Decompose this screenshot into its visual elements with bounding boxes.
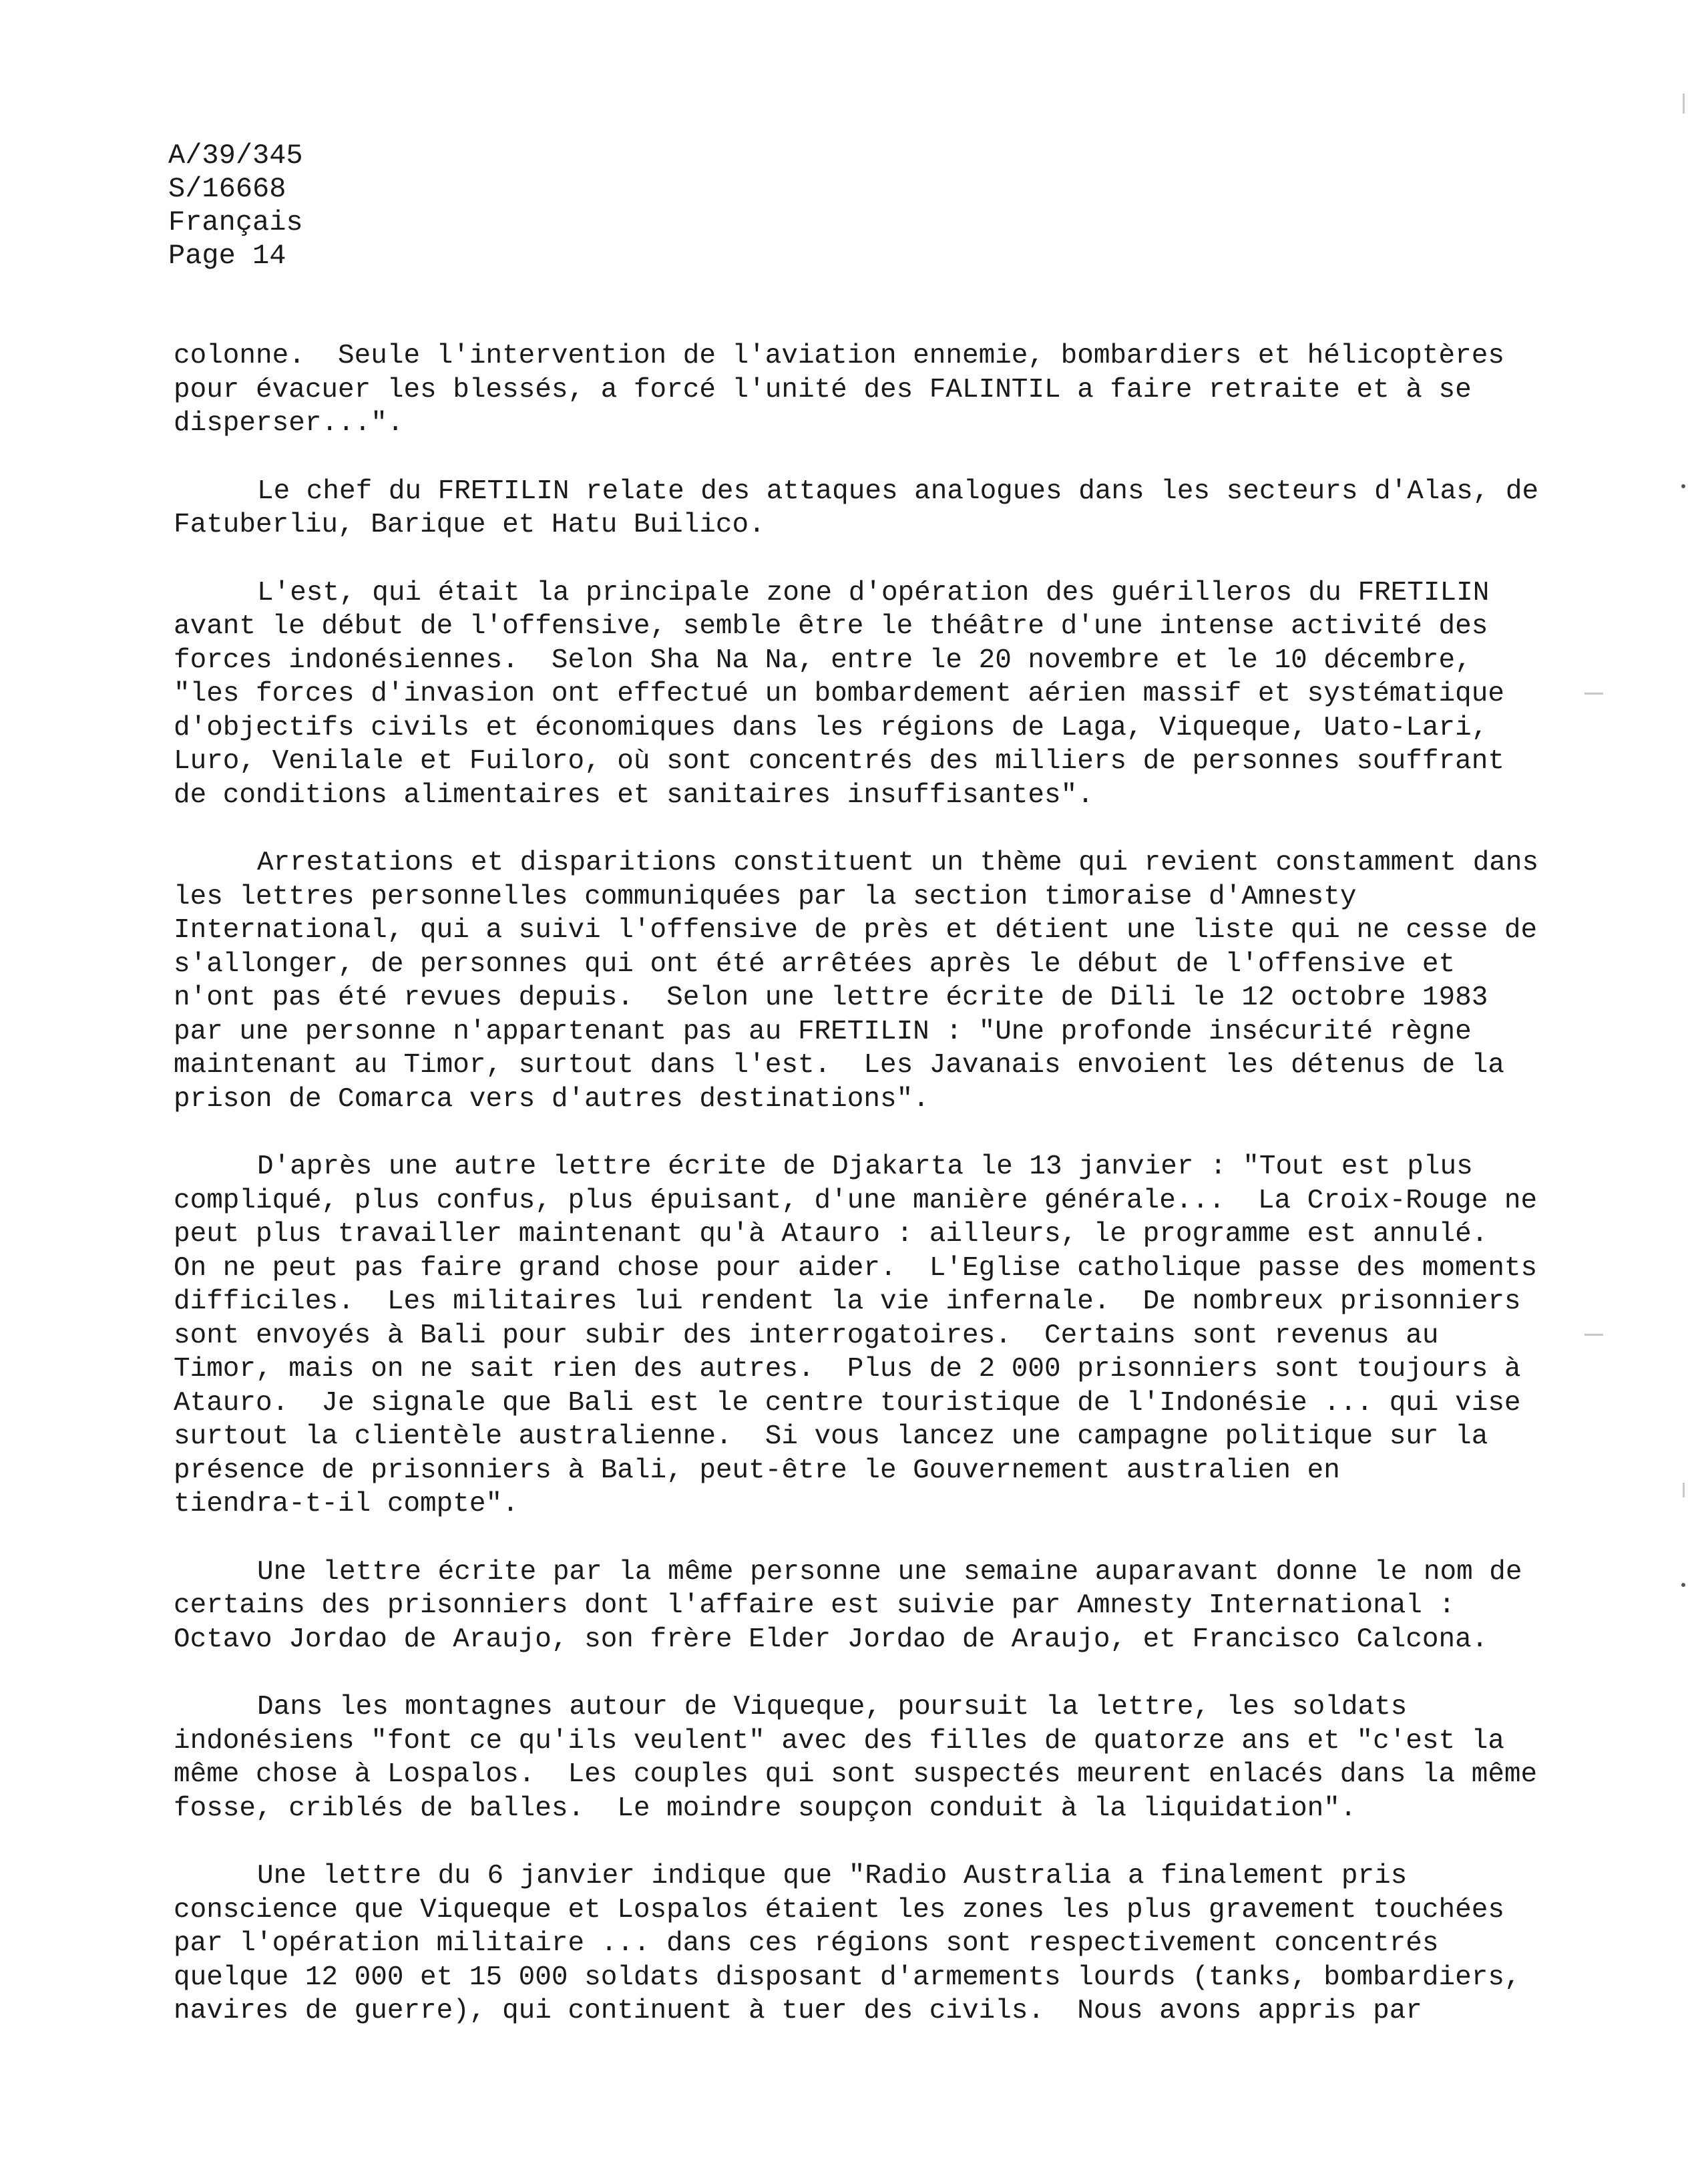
text-line: n'ont pas été revues depuis. Selon une lettre écrite de Dili le 12 octobre 1983 xyxy=(174,982,1488,1013)
document-language: Français xyxy=(168,206,303,238)
text-line: surtout la clientèle australienne. Si vous lancez une campagne politique sur la xyxy=(174,1421,1488,1452)
text-line: Atauro. Je signale que Bali est le centre touristique de l'Indonésie ... qui vise xyxy=(174,1387,1521,1419)
text-line: prison de Comarca vers d'autres destinations". xyxy=(174,1083,929,1115)
text-line: disperser...". xyxy=(174,408,404,439)
text-line: présence de prisonniers à Bali, peut-être le Gouvernement australien en xyxy=(174,1455,1340,1486)
paragraph xyxy=(174,475,1569,542)
text-line: L'est, qui était la principale zone d'opération des guérilleros du FRETILIN xyxy=(257,577,1490,608)
text-line: conscience que Viqueque et Lospalos étaient les zones les plus gravement touchées xyxy=(174,1894,1504,1926)
text-line: Luro, Venilale et Fuiloro, où sont concentrés des milliers de personnes souffrant xyxy=(174,746,1504,777)
text-line: même chose à Lospalos. Les couples qui sont suspectés meurent enlacés dans la même xyxy=(174,1759,1538,1790)
text-line: certains des prisonniers dont l'affaire est suivie par Amnesty International : xyxy=(174,1590,1456,1621)
paragraph xyxy=(174,1859,1569,2028)
scan-mark xyxy=(1585,1334,1603,1336)
scan-dot xyxy=(1681,1583,1685,1587)
text-line: On ne peut pas faire grand chose pour aider. L'Eglise catholique passe des moments xyxy=(174,1252,1538,1284)
scan-mark xyxy=(1683,1483,1685,1497)
text-line: quelque 12 000 et 15 000 soldats disposant d'armements lourds (tanks, bombardiers, xyxy=(174,1962,1521,1993)
text-line: d'objectifs civils et économiques dans les régions de Laga, Viqueque, Uato-Lari, xyxy=(174,712,1488,743)
text-line: par une personne n'appartenant pas au FRETILIN : "Une profonde insécurité règne xyxy=(174,1016,1472,1047)
document-symbol-a: A/39/345 xyxy=(168,140,303,172)
paragraph xyxy=(174,846,1569,1116)
text-line: compliqué, plus confus, plus épuisant, d'une manière générale... La Croix-Rouge ne xyxy=(174,1185,1538,1216)
paragraph xyxy=(174,1690,1569,1825)
text-line: les lettres personnelles communiquées par la section timoraise d'Amnesty xyxy=(174,881,1357,912)
document-header xyxy=(168,139,303,272)
text-line: fosse, criblés de balles. Le moindre soupçon conduit à la liquidation". xyxy=(174,1793,1357,1824)
scan-dot xyxy=(1681,484,1685,488)
text-line: peut plus travailler maintenant qu'à Atauro : ailleurs, le programme est annulé. xyxy=(174,1219,1488,1250)
text-line: Arrestations et disparitions constituent un thème qui revient constamment dans xyxy=(257,848,1539,878)
text-line: Dans les montagnes autour de Viqueque, poursuit la lettre, les soldats xyxy=(257,1692,1408,1722)
text-line: navires de guerre), qui continuent à tuer des civils. Nous avons appris par xyxy=(174,1996,1422,2026)
text-line: s'allonger, de personnes qui ont été arrêtées après le début de l'offensive et xyxy=(174,948,1456,980)
paragraph xyxy=(174,1556,1569,1657)
page-number: Page 14 xyxy=(168,240,286,272)
text-line: avant le début de l'offensive, semble être le théâtre d'une intense activité des xyxy=(174,611,1488,642)
text-line: Une lettre écrite par la même personne une semaine auparavant donne le nom de xyxy=(257,1556,1522,1588)
text-line: Octavo Jordao de Araujo, son frère Elder Jordao de Araujo, et Francisco Calcona. xyxy=(174,1624,1488,1655)
text-line: indonésiens "font ce qu'ils veulent" avec des filles de quatorze ans et "c'est la xyxy=(174,1725,1504,1757)
text-line: difficiles. Les militaires lui rendent la vie infernale. De nombreux prisonniers xyxy=(174,1286,1521,1317)
text-line: "les forces d'invasion ont effectué un bombardement aérien massif et systématique xyxy=(174,679,1504,709)
paragraph xyxy=(174,1150,1569,1521)
scan-mark xyxy=(1683,94,1685,114)
text-line: tiendra-t-il compte". xyxy=(174,1489,519,1519)
text-line: Fatuberliu, Barique et Hatu Builico. xyxy=(174,510,765,540)
text-line: Timor, mais on ne sait rien des autres. Plus de 2 000 prisonniers sont toujours à xyxy=(174,1354,1521,1385)
scan-mark xyxy=(1585,693,1603,695)
text-line: International, qui a suivi l'offensive de près et détient une liste qui ne cesse de xyxy=(174,915,1538,946)
document-symbol-s: S/16668 xyxy=(168,173,286,205)
paragraph xyxy=(174,339,1569,441)
paragraph xyxy=(174,576,1569,813)
text-line: Une lettre du 6 janvier indique que "Radio Australia a finalement pris xyxy=(257,1861,1408,1891)
text-line: sont envoyés à Bali pour subir des interrogatoires. Certains sont revenus au xyxy=(174,1320,1439,1351)
text-line: de conditions alimentaires et sanitaires insuffisantes". xyxy=(174,779,1094,811)
text-line: maintenant au Timor, surtout dans l'est. Les Javanais envoient les détenus de la xyxy=(174,1050,1504,1081)
document-body xyxy=(174,339,1569,2062)
text-line: par l'opération militaire ... dans ces régions sont respectivement concentrés xyxy=(174,1928,1439,1959)
text-line: colonne. Seule l'intervention de l'aviation ennemie, bombardiers et hélicoptères xyxy=(174,341,1504,371)
text-line: Le chef du FRETILIN relate des attaques analogues dans les secteurs d'Alas, de xyxy=(257,476,1539,507)
text-line: D'après une autre lettre écrite de Djakarta le 13 janvier : "Tout est plus xyxy=(257,1151,1473,1182)
text-line: pour évacuer les blessés, a forcé l'unité des FALINTIL a faire retraite et à se xyxy=(174,374,1472,405)
text-line: forces indonésiennes. Selon Sha Na Na, entre le 20 novembre et le 10 décembre, xyxy=(174,645,1472,676)
